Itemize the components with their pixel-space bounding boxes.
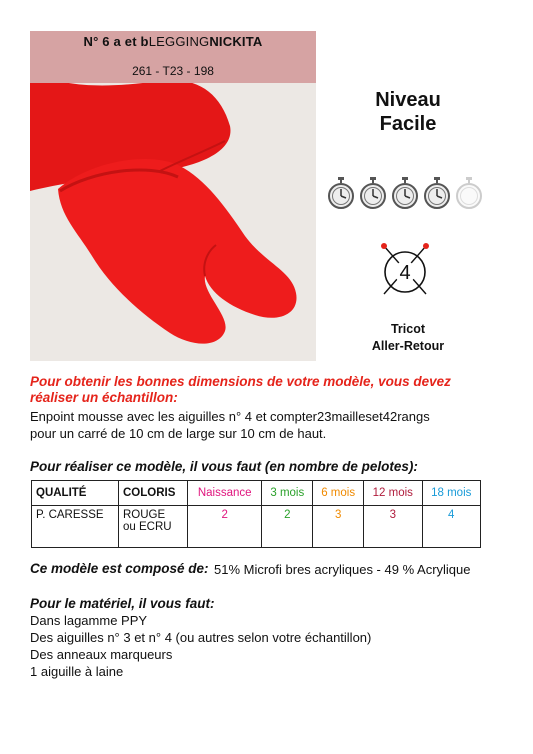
composition-label: Ce modèle est composé de: xyxy=(30,561,209,576)
technique-line2: Aller-Retour xyxy=(371,339,445,353)
gauge-heading-line2: réaliser un échantillon: xyxy=(30,390,178,405)
level-label: Niveau xyxy=(375,89,441,111)
table-header-row xyxy=(32,481,481,506)
stopwatch-icon xyxy=(423,176,451,210)
cell-quantity: 2 xyxy=(262,506,313,548)
table-row xyxy=(32,506,481,548)
list-item: Dans lagamme PPY xyxy=(30,613,148,628)
list-item: Des anneaux marqueurs xyxy=(30,647,173,662)
cell-quantity: 2 xyxy=(188,506,262,548)
cell-color xyxy=(119,506,188,548)
technique xyxy=(328,321,488,355)
yarn-table xyxy=(31,480,481,548)
gauge-line1: Enpoint mousse avec les aiguilles n° 4 et compter23mailleset42rangs xyxy=(30,409,430,424)
stopwatch-icon xyxy=(391,176,419,210)
gauge-text xyxy=(30,408,510,442)
model-reference: 261 - T23 - 198 xyxy=(132,64,214,78)
composition-value: 51% Microfi bres acryliques - 49 % Acrylique xyxy=(214,562,471,577)
stopwatch-icon xyxy=(327,176,355,210)
header-band xyxy=(30,31,316,83)
color-line2: ou ECRU xyxy=(123,521,172,533)
level-value: Facile xyxy=(379,113,437,135)
cell-quality: P. CARESSE xyxy=(32,506,119,548)
list-item: Des aiguilles n° 3 et n° 4 (ou autres selon votre échantillon) xyxy=(30,630,372,645)
stopwatch-empty-icon xyxy=(455,176,483,210)
gauge-heading-line1: Pour obtenir les bonnes dimensions de votre modèle, vous devez xyxy=(30,374,451,389)
materials-list xyxy=(30,612,510,680)
materials-title: Pour le matériel, il vous faut: xyxy=(30,596,215,611)
stopwatch-icon xyxy=(359,176,387,210)
needle-size-number: 4 xyxy=(399,262,411,284)
list-item: 1 aiguille à laine xyxy=(30,664,124,679)
knitting-needles-icon xyxy=(378,240,432,296)
gauge-line2: pour un carré de 10 cm de large sur 10 cm de haut. xyxy=(30,426,327,441)
header-color: COLORIS xyxy=(119,481,188,506)
difficulty-level xyxy=(328,88,488,136)
needle-size-badge xyxy=(378,240,432,296)
color-line1: ROUGE xyxy=(123,509,166,521)
header-size: 18 mois xyxy=(422,481,480,506)
header-size: Naissance xyxy=(188,481,262,506)
header-size: 12 mois xyxy=(364,481,422,506)
model-title: N° 6 a et bLEGGINGNICKITA xyxy=(83,34,263,49)
cell-quantity: 3 xyxy=(364,506,422,548)
cell-quantity: 3 xyxy=(313,506,364,548)
header-quality: QUALITÉ xyxy=(32,481,119,506)
header-size: 3 mois xyxy=(262,481,313,506)
header-size: 6 mois xyxy=(313,481,364,506)
difficulty-rating xyxy=(327,176,487,212)
yarn-title: Pour réaliser ce modèle, il vous faut (en nombre de pelotes): xyxy=(30,459,418,474)
gauge-heading xyxy=(30,374,510,406)
technique-line1: Tricot xyxy=(390,322,426,336)
cell-quantity: 4 xyxy=(422,506,480,548)
